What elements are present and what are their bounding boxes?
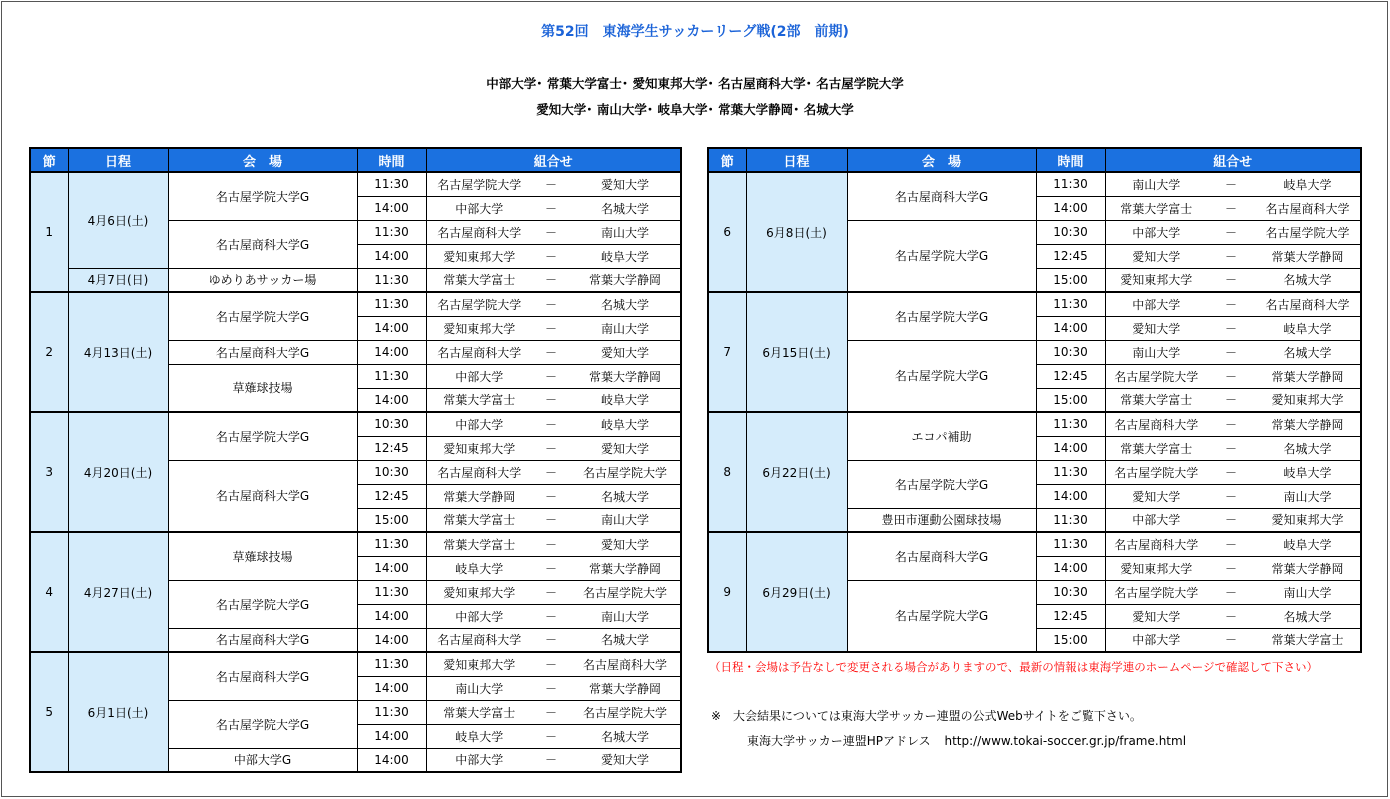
home-team: 名古屋商科大学: [1105, 412, 1207, 436]
versus-dash: －: [1207, 412, 1255, 436]
home-team: 中部大学: [1105, 628, 1207, 652]
home-team: 愛知大学: [1105, 484, 1207, 508]
away-team: 常葉大学静岡: [1255, 244, 1361, 268]
home-team: 中部大学: [1105, 292, 1207, 316]
match-date: 4月27日(土): [68, 532, 168, 652]
kickoff-time: 14:00: [357, 604, 426, 628]
away-team: 常葉大学静岡: [1255, 556, 1361, 580]
home-team: 愛知大学: [1105, 604, 1207, 628]
versus-dash: －: [532, 484, 570, 508]
kickoff-time: 14:00: [357, 316, 426, 340]
away-team: 南山大学: [1255, 484, 1361, 508]
home-team: 名古屋商科大学: [426, 460, 532, 484]
home-team: 常葉大学富士: [426, 508, 532, 532]
kickoff-time: 10:30: [357, 412, 426, 436]
away-team: 愛知大学: [570, 436, 681, 460]
kickoff-time: 11:30: [357, 268, 426, 292]
home-team: 愛知大学: [1105, 244, 1207, 268]
versus-dash: －: [532, 676, 570, 700]
venue-name: 名古屋学院大学G: [847, 292, 1036, 340]
versus-dash: －: [532, 748, 570, 772]
header-round: 節: [30, 148, 68, 172]
venue-name: 名古屋学院大学G: [168, 172, 357, 220]
venue-name: 名古屋学院大学G: [847, 460, 1036, 508]
versus-dash: －: [532, 436, 570, 460]
home-team: 愛知東邦大学: [1105, 268, 1207, 292]
page-title: 第52回 東海学生サッカーリーグ戦(2部 前期): [541, 24, 849, 40]
venue-name: 名古屋商科大学G: [168, 340, 357, 364]
home-team: 常葉大学富士: [426, 700, 532, 724]
round-number: 9: [708, 532, 746, 652]
homepage-url[interactable]: http://www.tokai-soccer.gr.jp/frame.html: [944, 734, 1187, 748]
header-venue: 会 場: [847, 148, 1036, 172]
versus-dash: －: [1207, 604, 1255, 628]
kickoff-time: 12:45: [357, 484, 426, 508]
home-team: 常葉大学富士: [1105, 196, 1207, 220]
venue-name: 草薙球技場: [168, 532, 357, 580]
venue-name: 名古屋学院大学G: [168, 412, 357, 460]
results-note: ※ 大会結果については東海大学サッカー連盟の公式Webサイトをご覧下さい。: [711, 709, 1142, 723]
away-team: 常葉大学静岡: [570, 364, 681, 388]
versus-dash: －: [1207, 484, 1255, 508]
away-team: 名古屋学院大学: [570, 700, 681, 724]
venue-name: 名古屋学院大学G: [847, 580, 1036, 652]
away-team: 常葉大学静岡: [570, 556, 681, 580]
match-row: [708, 532, 1361, 556]
venue-name: 名古屋商科大学G: [168, 460, 357, 532]
away-team: 名古屋学院大学: [1255, 220, 1361, 244]
header-match: 組合せ: [426, 148, 681, 172]
round-number: 8: [708, 412, 746, 532]
away-team: 名城大学: [570, 484, 681, 508]
away-team: 岐阜大学: [1255, 460, 1361, 484]
venue-name: 名古屋学院大学G: [847, 340, 1036, 412]
versus-dash: －: [1207, 196, 1255, 220]
kickoff-time: 14:00: [357, 244, 426, 268]
home-team: 南山大学: [1105, 172, 1207, 196]
kickoff-time: 11:30: [357, 700, 426, 724]
kickoff-time: 12:45: [357, 436, 426, 460]
kickoff-time: 12:45: [1036, 364, 1105, 388]
kickoff-time: 11:30: [1036, 460, 1105, 484]
homepage-label: 東海大学サッカー連盟HPアドレス: [747, 734, 931, 748]
away-team: 愛知大学: [570, 532, 681, 556]
away-team: 南山大学: [570, 604, 681, 628]
versus-dash: －: [532, 628, 570, 652]
away-team: 名古屋学院大学: [570, 580, 681, 604]
home-team: 愛知東邦大学: [426, 244, 532, 268]
home-team: 常葉大学静岡: [426, 484, 532, 508]
versus-dash: －: [1207, 532, 1255, 556]
away-team: 名城大学: [570, 724, 681, 748]
match-date: 6月1日(土): [68, 652, 168, 772]
round-group: [30, 532, 681, 652]
home-team: 中部大学: [426, 604, 532, 628]
kickoff-time: 11:30: [1036, 292, 1105, 316]
away-team: 名古屋商科大学: [1255, 196, 1361, 220]
kickoff-time: 14:00: [357, 556, 426, 580]
home-team: 中部大学: [426, 748, 532, 772]
round-group: [30, 652, 681, 772]
home-team: 愛知東邦大学: [1105, 556, 1207, 580]
schedule-table-rounds-6-9: [707, 147, 1362, 653]
match-row: [30, 172, 681, 196]
versus-dash: －: [532, 556, 570, 580]
kickoff-time: 11:30: [357, 172, 426, 196]
versus-dash: －: [532, 412, 570, 436]
away-team: 愛知大学: [570, 748, 681, 772]
versus-dash: －: [532, 364, 570, 388]
round-number: 6: [708, 172, 746, 292]
match-row: [30, 268, 681, 292]
match-date: 4月20日(土): [68, 412, 168, 532]
versus-dash: －: [1207, 340, 1255, 364]
away-team: 常葉大学静岡: [570, 676, 681, 700]
match-date: 6月22日(土): [746, 412, 847, 532]
away-team: 常葉大学静岡: [1255, 412, 1361, 436]
home-team: 中部大学: [1105, 220, 1207, 244]
match-date: 4月6日(土): [68, 172, 168, 268]
venue-name: 名古屋商科大学G: [168, 652, 357, 700]
away-team: 常葉大学静岡: [570, 268, 681, 292]
home-team: 南山大学: [1105, 340, 1207, 364]
versus-dash: －: [532, 196, 570, 220]
versus-dash: －: [1207, 268, 1255, 292]
versus-dash: －: [1207, 460, 1255, 484]
kickoff-time: 11:30: [357, 292, 426, 316]
round-number: 1: [30, 172, 68, 292]
header-date: 日程: [68, 148, 168, 172]
away-team: 常葉大学富士: [1255, 628, 1361, 652]
versus-dash: －: [1207, 220, 1255, 244]
match-row: [30, 532, 681, 556]
home-team: 南山大学: [426, 676, 532, 700]
kickoff-time: 14:00: [357, 724, 426, 748]
versus-dash: －: [1207, 364, 1255, 388]
home-team: 名古屋学院大学: [426, 292, 532, 316]
home-team: 愛知東邦大学: [426, 316, 532, 340]
home-team: 名古屋商科大学: [1105, 532, 1207, 556]
venue-name: 名古屋商科大学G: [847, 532, 1036, 580]
away-team: 名城大学: [570, 628, 681, 652]
home-team: 名古屋商科大学: [426, 628, 532, 652]
versus-dash: －: [1207, 172, 1255, 196]
away-team: 岐阜大学: [1255, 532, 1361, 556]
away-team: 南山大学: [1255, 580, 1361, 604]
away-team: 岐阜大学: [570, 388, 681, 412]
kickoff-time: 12:45: [1036, 244, 1105, 268]
home-team: 愛知大学: [1105, 316, 1207, 340]
away-team: 岐阜大学: [570, 244, 681, 268]
round-number: 3: [30, 412, 68, 532]
home-team: 名古屋商科大学: [426, 340, 532, 364]
round-group: [708, 532, 1361, 652]
home-team: 名古屋学院大学: [426, 172, 532, 196]
away-team: 愛知大学: [570, 172, 681, 196]
versus-dash: －: [1207, 244, 1255, 268]
home-team: 常葉大学富士: [1105, 436, 1207, 460]
away-team: 名古屋学院大学: [570, 460, 681, 484]
venue-name: 名古屋学院大学G: [847, 220, 1036, 292]
home-team: 中部大学: [426, 412, 532, 436]
versus-dash: －: [532, 460, 570, 484]
home-team: 名古屋学院大学: [1105, 460, 1207, 484]
away-team: 岐阜大学: [1255, 316, 1361, 340]
match-date: 4月7日(日): [68, 268, 168, 292]
kickoff-time: 11:30: [1036, 412, 1105, 436]
round-number: 4: [30, 532, 68, 652]
home-team: 名古屋商科大学: [426, 220, 532, 244]
versus-dash: －: [1207, 628, 1255, 652]
venue-name: 名古屋商科大学G: [168, 220, 357, 268]
round-group: [30, 412, 681, 532]
away-team: 常葉大学静岡: [1255, 364, 1361, 388]
header-time: 時間: [1036, 148, 1105, 172]
kickoff-time: 14:00: [1036, 196, 1105, 220]
homepage-address: [747, 732, 1196, 749]
versus-dash: －: [532, 268, 570, 292]
versus-dash: －: [532, 220, 570, 244]
kickoff-time: 14:00: [357, 748, 426, 772]
match-row: [30, 652, 681, 676]
away-team: 名城大学: [570, 292, 681, 316]
versus-dash: －: [532, 292, 570, 316]
match-row: [30, 292, 681, 316]
kickoff-time: 11:30: [357, 364, 426, 388]
away-team: 名古屋商科大学: [1255, 292, 1361, 316]
kickoff-time: 10:30: [357, 460, 426, 484]
away-team: 名城大学: [1255, 340, 1361, 364]
kickoff-time: 14:00: [357, 628, 426, 652]
venue-name: 名古屋商科大学G: [168, 628, 357, 652]
match-row: [708, 412, 1361, 436]
versus-dash: －: [1207, 508, 1255, 532]
kickoff-time: 11:30: [357, 532, 426, 556]
kickoff-time: 12:45: [1036, 604, 1105, 628]
match-date: 4月13日(土): [68, 292, 168, 412]
versus-dash: －: [532, 388, 570, 412]
home-team: 常葉大学富士: [426, 532, 532, 556]
away-team: 岐阜大学: [570, 412, 681, 436]
away-team: 愛知東邦大学: [1255, 388, 1361, 412]
kickoff-time: 10:30: [1036, 340, 1105, 364]
versus-dash: －: [532, 316, 570, 340]
home-team: 愛知東邦大学: [426, 580, 532, 604]
schedule-change-note: （日程・会場は予告なしで変更される場合がありますので、最新の情報は東海学連のホームページで確認して下さい）: [709, 660, 1319, 674]
versus-dash: －: [532, 508, 570, 532]
away-team: 愛知大学: [570, 340, 681, 364]
kickoff-time: 15:00: [1036, 628, 1105, 652]
versus-dash: －: [532, 604, 570, 628]
versus-dash: －: [1207, 580, 1255, 604]
venue-name: ゆめりあサッカー場: [168, 268, 357, 292]
home-team: 愛知東邦大学: [426, 652, 532, 676]
kickoff-time: 11:30: [1036, 508, 1105, 532]
round-number: 5: [30, 652, 68, 772]
versus-dash: －: [1207, 292, 1255, 316]
match-date: 6月29日(土): [746, 532, 847, 652]
round-group: [708, 172, 1361, 292]
home-team: 中部大学: [1105, 508, 1207, 532]
header-date: 日程: [746, 148, 847, 172]
home-team: 名古屋学院大学: [1105, 364, 1207, 388]
versus-dash: －: [532, 652, 570, 676]
match-date: 6月15日(土): [746, 292, 847, 412]
away-team: 名城大学: [1255, 268, 1361, 292]
venue-name: エコパ補助: [847, 412, 1036, 460]
header-venue: 会 場: [168, 148, 357, 172]
away-team: 南山大学: [570, 508, 681, 532]
match-row: [708, 172, 1361, 196]
home-team: 名古屋学院大学: [1105, 580, 1207, 604]
match-row: [30, 412, 681, 436]
versus-dash: －: [532, 172, 570, 196]
kickoff-time: 10:30: [1036, 220, 1105, 244]
venue-name: 名古屋学院大学G: [168, 292, 357, 340]
kickoff-time: 11:30: [357, 220, 426, 244]
home-team: 岐阜大学: [426, 556, 532, 580]
venue-name: 草薙球技場: [168, 364, 357, 412]
round-number: 2: [30, 292, 68, 412]
round-number: 7: [708, 292, 746, 412]
header-time: 時間: [357, 148, 426, 172]
participating-teams-line-1: 中部大学･ 常葉大学富士･ 愛知東邦大学･ 名古屋商科大学･ 名古屋学院大学: [486, 76, 904, 91]
venue-name: 名古屋商科大学G: [847, 172, 1036, 220]
schedule-table-rounds-1-5: [29, 147, 682, 773]
round-group: [30, 292, 681, 412]
kickoff-time: 11:30: [357, 652, 426, 676]
home-team: 中部大学: [426, 364, 532, 388]
versus-dash: －: [532, 700, 570, 724]
away-team: 名城大学: [570, 196, 681, 220]
away-team: 名城大学: [1255, 436, 1361, 460]
kickoff-time: 14:00: [1036, 484, 1105, 508]
kickoff-time: 11:30: [1036, 172, 1105, 196]
away-team: 名古屋商科大学: [570, 652, 681, 676]
home-team: 常葉大学富士: [1105, 388, 1207, 412]
header-round: 節: [708, 148, 746, 172]
kickoff-time: 15:00: [357, 508, 426, 532]
versus-dash: －: [532, 580, 570, 604]
versus-dash: －: [1207, 388, 1255, 412]
header-match: 組合せ: [1105, 148, 1361, 172]
round-group: [30, 172, 681, 292]
home-team: 愛知東邦大学: [426, 436, 532, 460]
kickoff-time: 14:00: [357, 676, 426, 700]
versus-dash: －: [532, 724, 570, 748]
away-team: 岐阜大学: [1255, 172, 1361, 196]
kickoff-time: 15:00: [1036, 388, 1105, 412]
venue-name: 名古屋学院大学G: [168, 700, 357, 748]
venue-name: 名古屋学院大学G: [168, 580, 357, 628]
home-team: 常葉大学富士: [426, 268, 532, 292]
venue-name: 中部大学G: [168, 748, 357, 772]
venue-name: 豊田市運動公園球技場: [847, 508, 1036, 532]
kickoff-time: 14:00: [1036, 556, 1105, 580]
kickoff-time: 14:00: [357, 388, 426, 412]
kickoff-time: 10:30: [1036, 580, 1105, 604]
kickoff-time: 15:00: [1036, 268, 1105, 292]
away-team: 南山大学: [570, 220, 681, 244]
versus-dash: －: [1207, 316, 1255, 340]
home-team: 常葉大学富士: [426, 388, 532, 412]
kickoff-time: 11:30: [1036, 532, 1105, 556]
kickoff-time: 14:00: [1036, 316, 1105, 340]
versus-dash: －: [532, 244, 570, 268]
match-row: [708, 292, 1361, 316]
round-group: [708, 412, 1361, 532]
kickoff-time: 11:30: [357, 580, 426, 604]
away-team: 名城大学: [1255, 604, 1361, 628]
home-team: 岐阜大学: [426, 724, 532, 748]
versus-dash: －: [532, 340, 570, 364]
match-date: 6月8日(土): [746, 172, 847, 292]
round-group: [708, 292, 1361, 412]
kickoff-time: 14:00: [357, 196, 426, 220]
kickoff-time: 14:00: [1036, 436, 1105, 460]
versus-dash: －: [532, 532, 570, 556]
kickoff-time: 14:00: [357, 340, 426, 364]
home-team: 中部大学: [426, 196, 532, 220]
participating-teams-line-2: 愛知大学･ 南山大学･ 岐阜大学･ 常葉大学静岡･ 名城大学: [536, 102, 854, 117]
away-team: 愛知東邦大学: [1255, 508, 1361, 532]
versus-dash: －: [1207, 556, 1255, 580]
away-team: 南山大学: [570, 316, 681, 340]
versus-dash: －: [1207, 436, 1255, 460]
